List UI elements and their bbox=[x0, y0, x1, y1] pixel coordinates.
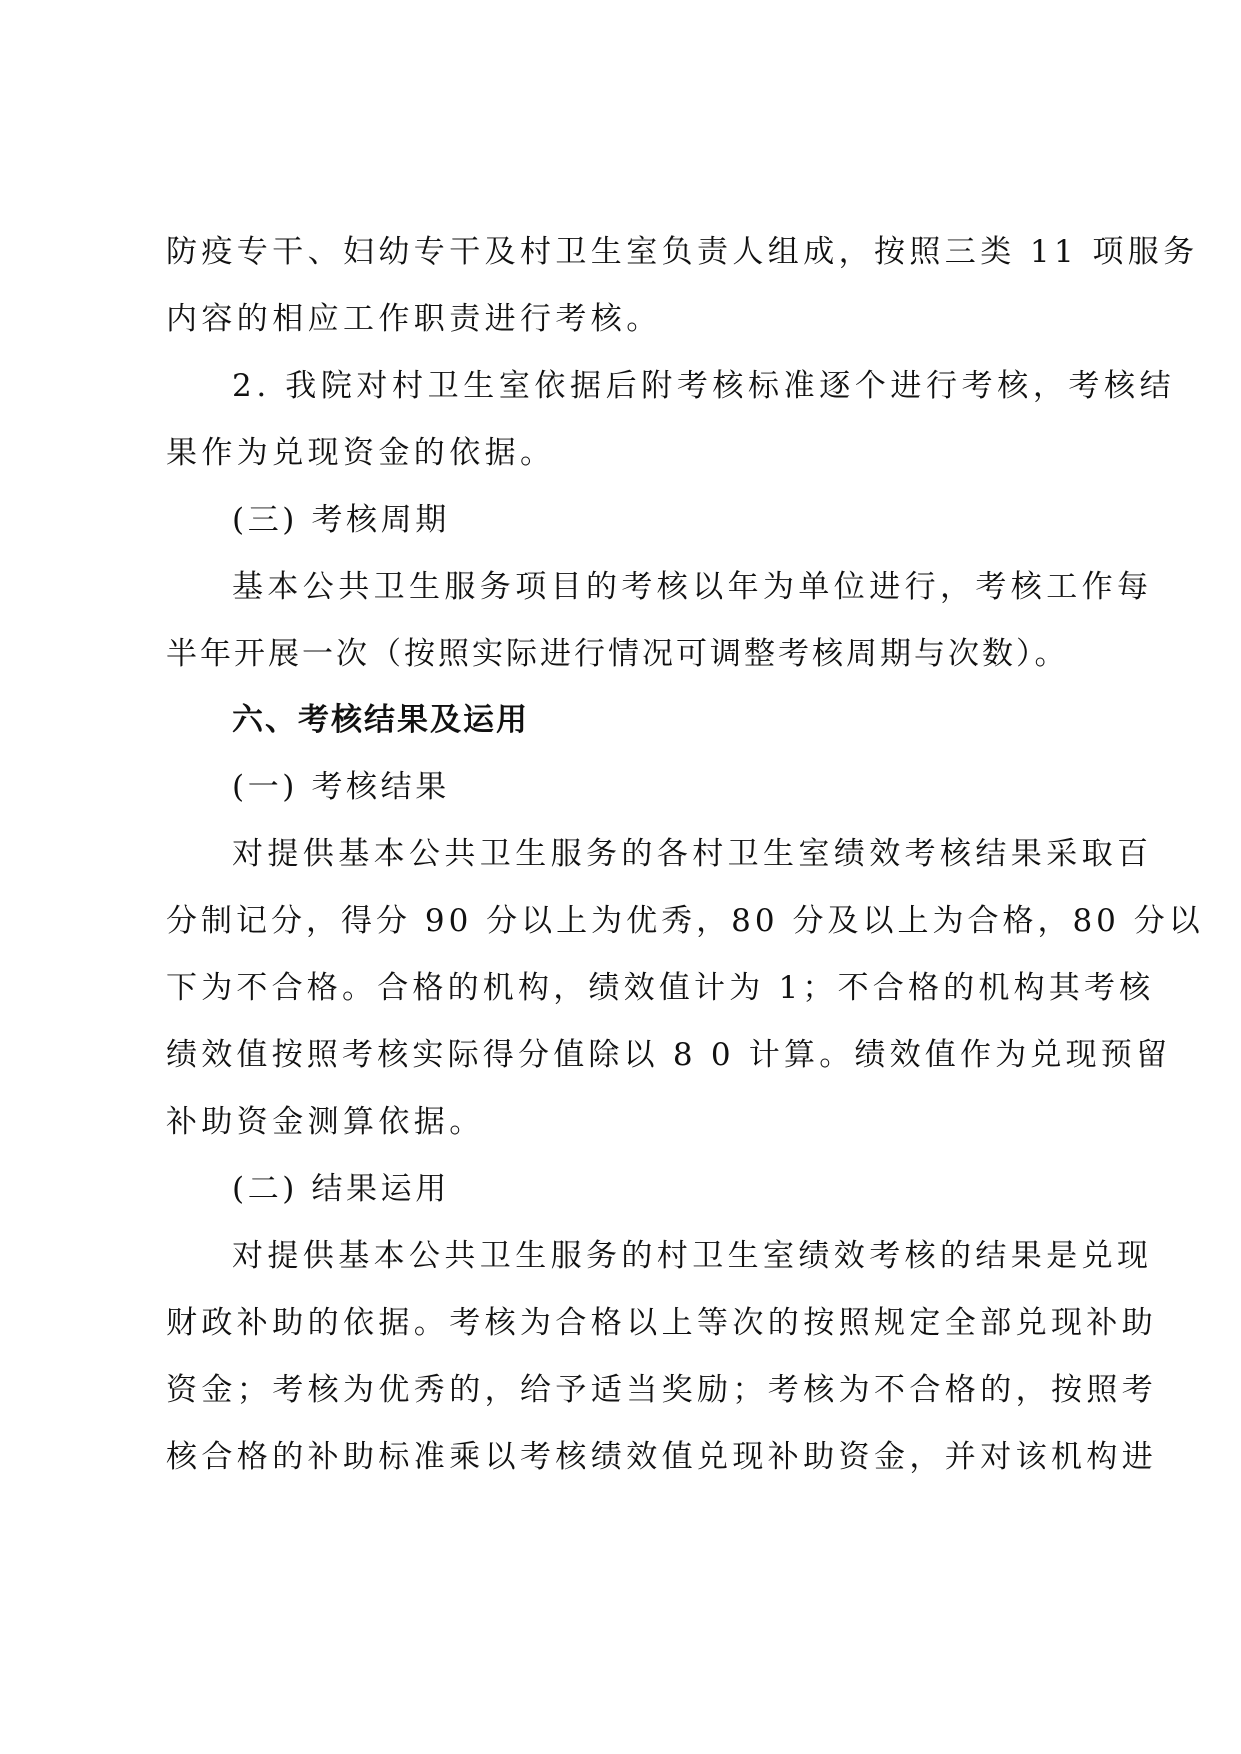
paragraph-line: 补助资金测算依据。 bbox=[166, 1104, 485, 1140]
paragraph-line: 分制记分，得分 90 分以上为优秀，80 分及以上为合格，80 分以 bbox=[166, 903, 1204, 939]
paragraph-line: 核合格的补助标准乘以考核绩效值兑现补助资金，并对该机构进 bbox=[166, 1439, 1158, 1475]
section-heading: 六、考核结果及运用 bbox=[232, 702, 529, 738]
paragraph-line: 对提供基本公共卫生服务的村卫生室绩效考核的结果是兑现 bbox=[232, 1238, 1153, 1274]
paragraph-line: 下为不合格。合格的机构，绩效值计为 1；不合格的机构其考核 bbox=[166, 970, 1155, 1006]
paragraph-line: 绩效值按照考核实际得分值除以 8 0 计算。绩效值作为兑现预留 bbox=[166, 1037, 1172, 1073]
paragraph-line: 财政补助的依据。考核为合格以上等次的按照规定全部兑现补助 bbox=[166, 1305, 1158, 1341]
subsection-heading: (三) 考核周期 bbox=[232, 502, 450, 538]
paragraph-line: 对提供基本公共卫生服务的各村卫生室绩效考核结果采取百 bbox=[232, 836, 1153, 872]
paragraph-line: 半年开展一次（按照实际进行情况可调整考核周期与次数）。 bbox=[166, 636, 1069, 672]
paragraph-line: 内容的相应工作职责进行考核。 bbox=[166, 301, 662, 337]
paragraph-line: 基本公共卫生服务项目的考核以年为单位进行，考核工作每 bbox=[232, 569, 1153, 605]
subsection-heading: (一) 考核结果 bbox=[232, 769, 450, 805]
subsection-heading: (二) 结果运用 bbox=[232, 1171, 450, 1207]
paragraph-line: 防疫专干、妇幼专干及村卫生室负责人组成，按照三类 11 项服务 bbox=[166, 234, 1199, 270]
paragraph-line: 果作为兑现资金的依据。 bbox=[166, 435, 556, 471]
paragraph-line: 2. 我院对村卫生室依据后附考核标准逐个进行考核，考核结 bbox=[232, 368, 1176, 404]
paragraph-line: 资金；考核为优秀的，给予适当奖励；考核为不合格的，按照考 bbox=[166, 1372, 1158, 1408]
